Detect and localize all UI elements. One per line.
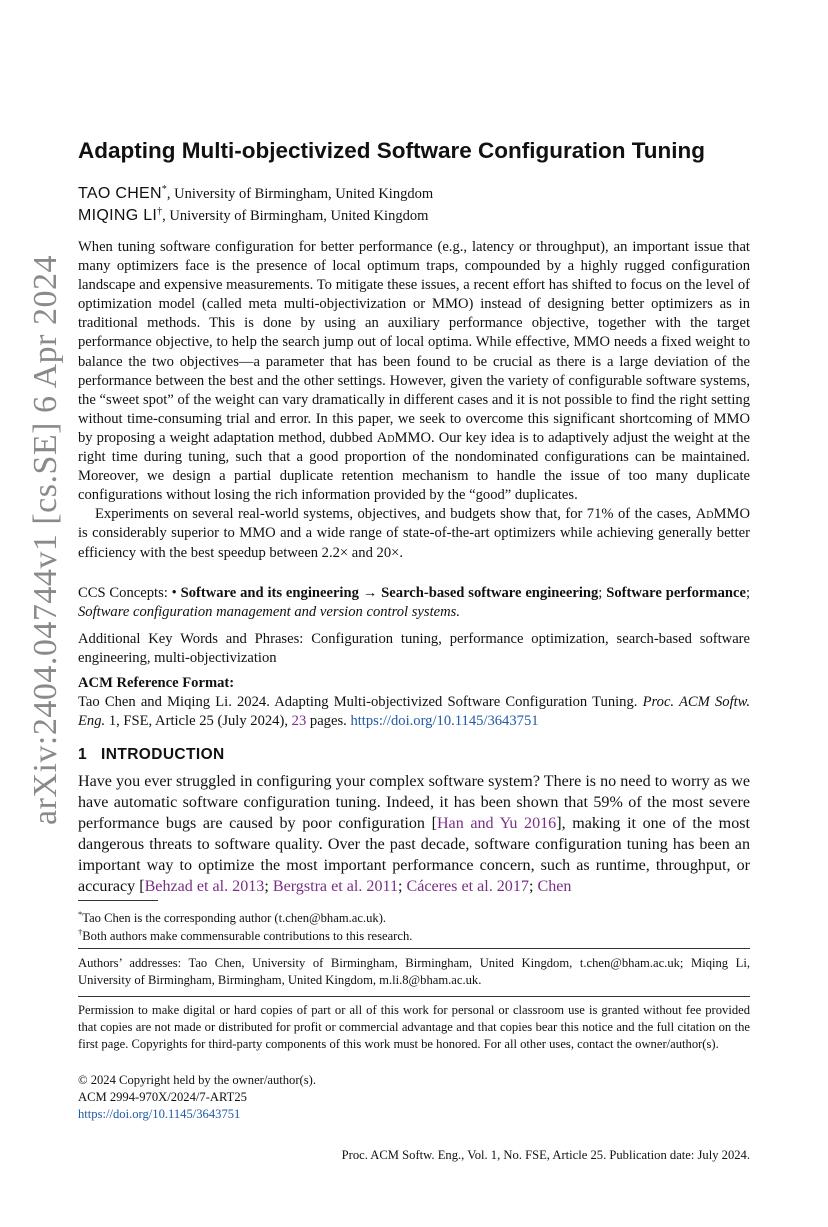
intro-text: ], making it one of the most dangerous threats to software quality. Over the past decade, software configuration tuning has been an important way to optimize the most important performance concern, such as runtime, throughput, or accuracy [ [78,815,750,895]
citation-link[interactable]: Cáceres et al. 2017 [406,878,529,895]
reference-text: pages. [306,713,351,730]
author-line-2 [78,206,428,225]
footnote-divider [78,900,158,901]
citation-link[interactable]: Chen [537,878,572,895]
abstract-paragraph-2 [78,505,750,562]
ccs-separator: ; [745,585,751,601]
ccs-concept: Software performance [606,585,746,601]
author-addresses: Authors’ addresses: Tao Chen, University of Birmingham, Birmingham, United Kingdom, t.chen@bham.ac.uk; Miqing Li, University of Birmingham, Birmingham, United Kingdom, m.li.8@bham.ac.uk. [78,956,750,987]
author-affiliation: , University of Birmingham, United Kingdom [162,208,429,224]
intro-paragraph [78,771,750,897]
citation-link[interactable]: Behzad et al. 2013 [144,878,265,895]
citation-separator: ; [398,878,407,895]
reference-pages-link[interactable]: 23 [291,713,307,730]
footnote-mark: † [78,927,83,937]
author-line-1 [78,184,433,203]
reference-heading: ACM Reference Format: [78,675,235,691]
section-heading [78,746,225,764]
author-name: MIQING LI [78,207,158,224]
ccs-label: CCS Concepts: • [78,585,181,601]
footnote-2 [78,924,750,944]
abstract-text: Experiments on several real-world systems, objectives, and budgets show that, for 71% of the cases, [95,506,696,523]
footnote-mark: * [78,909,83,919]
citation-link[interactable]: Han and Yu 2016 [436,815,557,832]
intro-text: Have you ever struggled in configuring your complex software system? There is no need to worry as we have automatic software configuration tuning. Indeed, it has been shown that 59% of the most severe performance bugs are caused by poor configuration [ [78,773,750,832]
page-footer: Proc. ACM Softw. Eng., Vol. 1, No. FSE, Article 25. Publication date: July 2024. [341,1148,750,1162]
section-title: INTRODUCTION [101,746,225,763]
keywords [78,630,750,668]
citation-separator: ; [264,878,273,895]
ccs-concepts [78,584,750,622]
arxiv-stamp: arXiv:2404.04744v1 [cs.SE] 6 Apr 2024 [27,254,64,826]
copyright-line: © 2024 Copyright held by the owner/author(s). [78,1073,316,1087]
paper-title: Adapting Multi-objectivized Software Configuration Tuning [78,138,706,163]
reference-text: Tao Chen and Miqing Li. 2024. Adapting Multi-objectivized Software Configuration Tuning. [78,694,643,711]
author-mark: * [161,184,167,195]
permission-notice: Permission to make digital or hard copies of part or all of this work for personal or classroom use is granted without fee provided that copies are not made or distributed for profit or commercial advantage and that copies bear this notice and the full citation on the first page. Copyrights for third-party components of this work must be honored. For all other uses, contact the owner/author(s). [78,1003,750,1051]
abstract-paragraph-1 [78,238,750,505]
abstract-text: When tuning software configuration for better performance (e.g., latency or throughput), an important issue that many optimizers face is the presence of local optimum traps, compounded by a highly rugged configuration landscape and expensive measurements. To mitigate these issues, a recent effort has shifted to focus on the level of optimization model (called meta multi-objectivization or MMO) instead of designing better optimizers as in traditional methods. This is done by using an auxiliary performance objective, together with the target performance objective, to help the search jump out of local optima. While effective, MMO needs a fixed weight to balance the two objectives—a parameter that has been found to be crucial as there is a large deviation of the performance between the best and the other settings. However, given the variety of configurable software systems, the “sweet spot” of the weight can vary dramatically in different cases and it is not possible to find the right setting without time-consuming trial and error. In this paper, we seek to overcome this significant shortcoming of MMO by proposing a weight adaptation method, dubbed [78,239,750,446]
issn-line: ACM 2994-970X/2024/7-ART25 [78,1090,247,1104]
footnote-text: Tao Chen is the corresponding author (t.chen@bham.ac.uk). [82,911,387,926]
ccs-concept: Software and its engineering → Search-based software engineering [180,585,599,601]
reference-venue: Proc. ACM Softw. Eng. [78,694,750,730]
method-name: AdMMO [695,506,750,523]
reference-text: 1, FSE, Article 25 (July 2024), [105,713,292,730]
reference-doi-link[interactable]: https://doi.org/10.1145/3643751 [350,713,539,730]
permission-divider [78,996,750,997]
abstract-text: is considerably superior to MMO and a wide range of state-of-the-art optimizers while achieving generally better efficiency with the best speedup between 2.2× and 20×. [78,525,750,561]
citation-separator: ; [528,878,538,895]
author-mark: † [157,206,163,217]
ccs-separator: ; [598,585,607,601]
author-affiliation: , University of Birmingham, United Kingdom [166,186,434,202]
doi-footer-link[interactable]: https://doi.org/10.1145/3643751 [78,1107,241,1121]
section-number: 1 [78,746,88,763]
author-name: TAO CHEN [78,185,162,202]
addresses-divider [78,948,750,949]
footnote-text: Both authors make commensurable contributions to this research. [82,929,413,944]
keywords-label: Additional Key Words and Phrases: [78,631,312,647]
acm-reference [78,674,750,731]
keywords-text: Configuration tuning, performance optimization, search-based software engineering, multi-objectivization [78,631,751,667]
abstract-text: . Our key idea is to adaptively adjust the weight at the right time during tuning, such that a good proportion of the nondominated configurations can be maintained. Moreover, we design a partial duplicate retention mechanism to handle the issue of too many duplicate configurations without losing the rich information provided by the “good” duplicates. [78,429,751,504]
abstract [78,238,750,563]
citation-link[interactable]: Bergstra et al. 2011 [272,878,398,895]
method-name: AdMMO [376,429,432,446]
ccs-concept: Software configuration management and version control systems. [78,604,460,621]
